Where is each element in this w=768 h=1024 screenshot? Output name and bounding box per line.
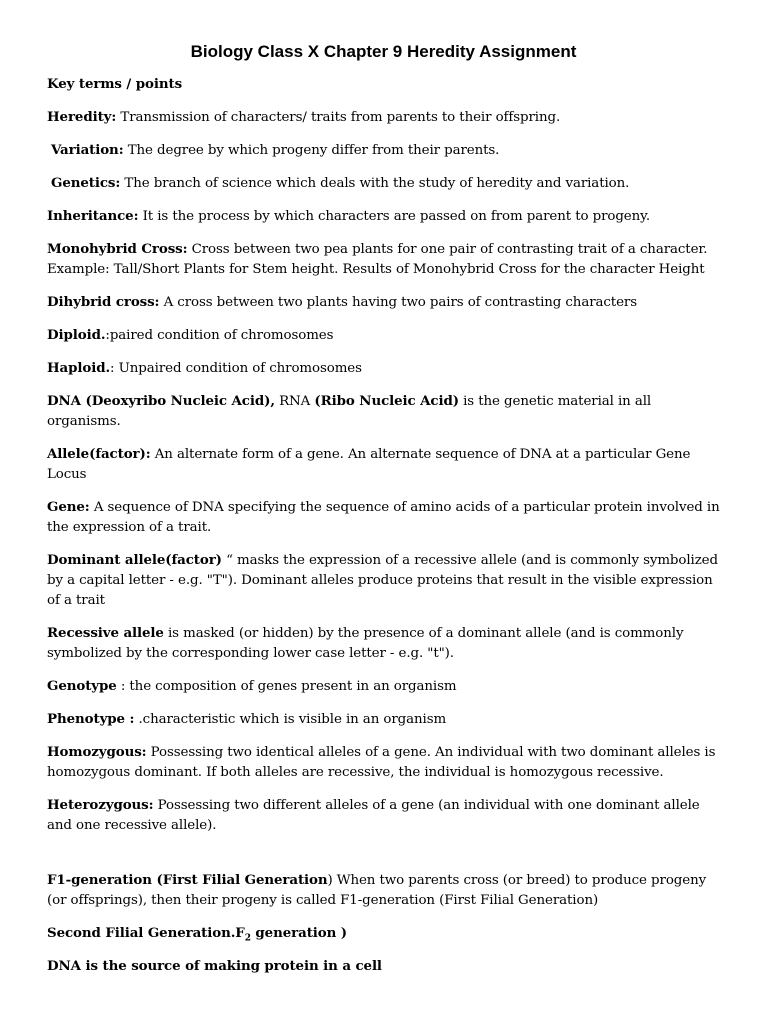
definition-variation (47, 140, 720, 161)
document-title: Biology Class X Chapter 9 Heredity Assignment (190, 42, 577, 61)
text-dominant-allele: “ masks the expression of a recessive allele (and is commonly symbolized by a capital letter - e.g. "T"). Dominant alleles produce proteins that result in the visible expression of a trait (47, 553, 718, 608)
key-terms-heading (47, 74, 720, 95)
term-f2-sub: 2 (244, 933, 251, 944)
text-allele: An alternate form of a gene. An alternate sequence of DNA at a particular Gene Locus (47, 447, 691, 482)
term-gene: Gene: (47, 499, 90, 515)
text-f1-generation: ) When two parents cross (or breed) to produce progeny (or offsprings), then their progeny is called F1-generation (First Filial Generation) (47, 873, 707, 908)
definition-gene (47, 497, 720, 538)
key-terms-heading-text: Key terms / points (47, 76, 183, 92)
text-dna-rna: is the genetic material in all organisms. (47, 394, 652, 429)
term-heredity: Heredity: (47, 109, 117, 125)
text-diploid: :paired condition of chromosomes (105, 328, 334, 343)
term-haploid: Haploid. (47, 360, 111, 376)
text-dna-protein: DNA is the source of making protein in a cell (47, 958, 382, 974)
term-f2-a: Second Filial Generation.F (47, 925, 245, 941)
text-genetics: The branch of science which deals with the study of heredity and variation. (120, 176, 630, 191)
term-dihybrid-cross: Dihybrid cross: (47, 294, 160, 310)
term-diploid: Diploid. (47, 327, 106, 343)
text-heredity: Transmission of characters/ traits from parents to their offspring. (116, 110, 561, 125)
term-allele: Allele(factor): (47, 446, 151, 462)
term-homozygous: Homozygous: (47, 744, 147, 760)
term-dominant-allele: Dominant allele(factor) (47, 552, 222, 568)
term-recessive-allele: Recessive allele (47, 625, 164, 641)
definition-allele (47, 444, 720, 485)
text-variation: The degree by which progeny differ from their parents. (123, 143, 500, 158)
statement-dna-protein (47, 956, 720, 977)
text-rna: RNA (274, 394, 315, 409)
term-phenotype: Phenotype : (47, 711, 135, 727)
text-heterozygous: Possessing two different alleles of a gene (an individual with one dominant allele and one recessive allele). (47, 798, 700, 833)
definition-f1-generation (47, 870, 720, 911)
term-monohybrid-cross: Monohybrid Cross: (47, 241, 188, 257)
definition-heredity (47, 107, 720, 128)
definition-f2-generation (47, 923, 720, 944)
definition-monohybrid-cross (47, 239, 720, 280)
term-genotype: Genotype (47, 678, 117, 694)
definition-genetics (47, 173, 720, 194)
definition-homozygous (47, 742, 720, 783)
text-recessive-allele: is masked (or hidden) by the presence of a dominant allele (and is commonly symbolized by the corresponding lower case letter - e.g. "t"). (47, 626, 684, 661)
definition-dna-rna (47, 391, 720, 432)
definition-inheritance (47, 206, 720, 227)
term-rna: (Ribo Nucleic Acid) (314, 393, 459, 409)
text-haploid: : Unpaired condition of chromosomes (110, 361, 362, 376)
definition-recessive-allele (47, 623, 720, 664)
definition-heterozygous (47, 795, 720, 836)
text-inheritance: It is the process by which characters are passed on from parent to progeny. (138, 209, 651, 224)
definition-phenotype (47, 709, 720, 730)
term-inheritance: Inheritance: (47, 208, 139, 224)
text-monohybrid-cross: Cross between two pea plants for one pair of contrasting trait of a character. Example: Tall/Short Plants for Stem height. Results of Monohybrid Cross for the character Height (47, 242, 708, 277)
definition-dominant-allele (47, 550, 720, 611)
term-variation: Variation: (51, 142, 124, 158)
definition-diploid (47, 325, 720, 346)
term-f1-generation: F1-generation (First Filial Generation (47, 872, 328, 888)
definition-dihybrid-cross (47, 292, 720, 313)
term-heterozygous: Heterozygous: (47, 797, 154, 813)
term-genetics: Genetics: (51, 175, 121, 191)
text-dihybrid-cross: A cross between two plants having two pairs of contrasting characters (159, 295, 637, 310)
text-phenotype: .characteristic which is visible in an organism (134, 712, 447, 727)
term-f2-generation (47, 925, 348, 944)
text-homozygous: Possessing two identical alleles of a gene. An individual with two dominant alleles is homozygous dominant. If both alleles are recessive, the individual is homozygous recessive. (47, 745, 716, 780)
definition-genotype (47, 676, 720, 697)
text-gene: A sequence of DNA specifying the sequence of amino acids of a particular protein involved in the expression of a trait. (47, 500, 720, 535)
text-genotype: : the composition of genes present in an organism (116, 679, 457, 694)
term-f2-b: generation ) (250, 925, 348, 941)
term-dna: DNA (Deoxyribo Nucleic Acid), (47, 393, 275, 409)
definition-haploid (47, 358, 720, 379)
